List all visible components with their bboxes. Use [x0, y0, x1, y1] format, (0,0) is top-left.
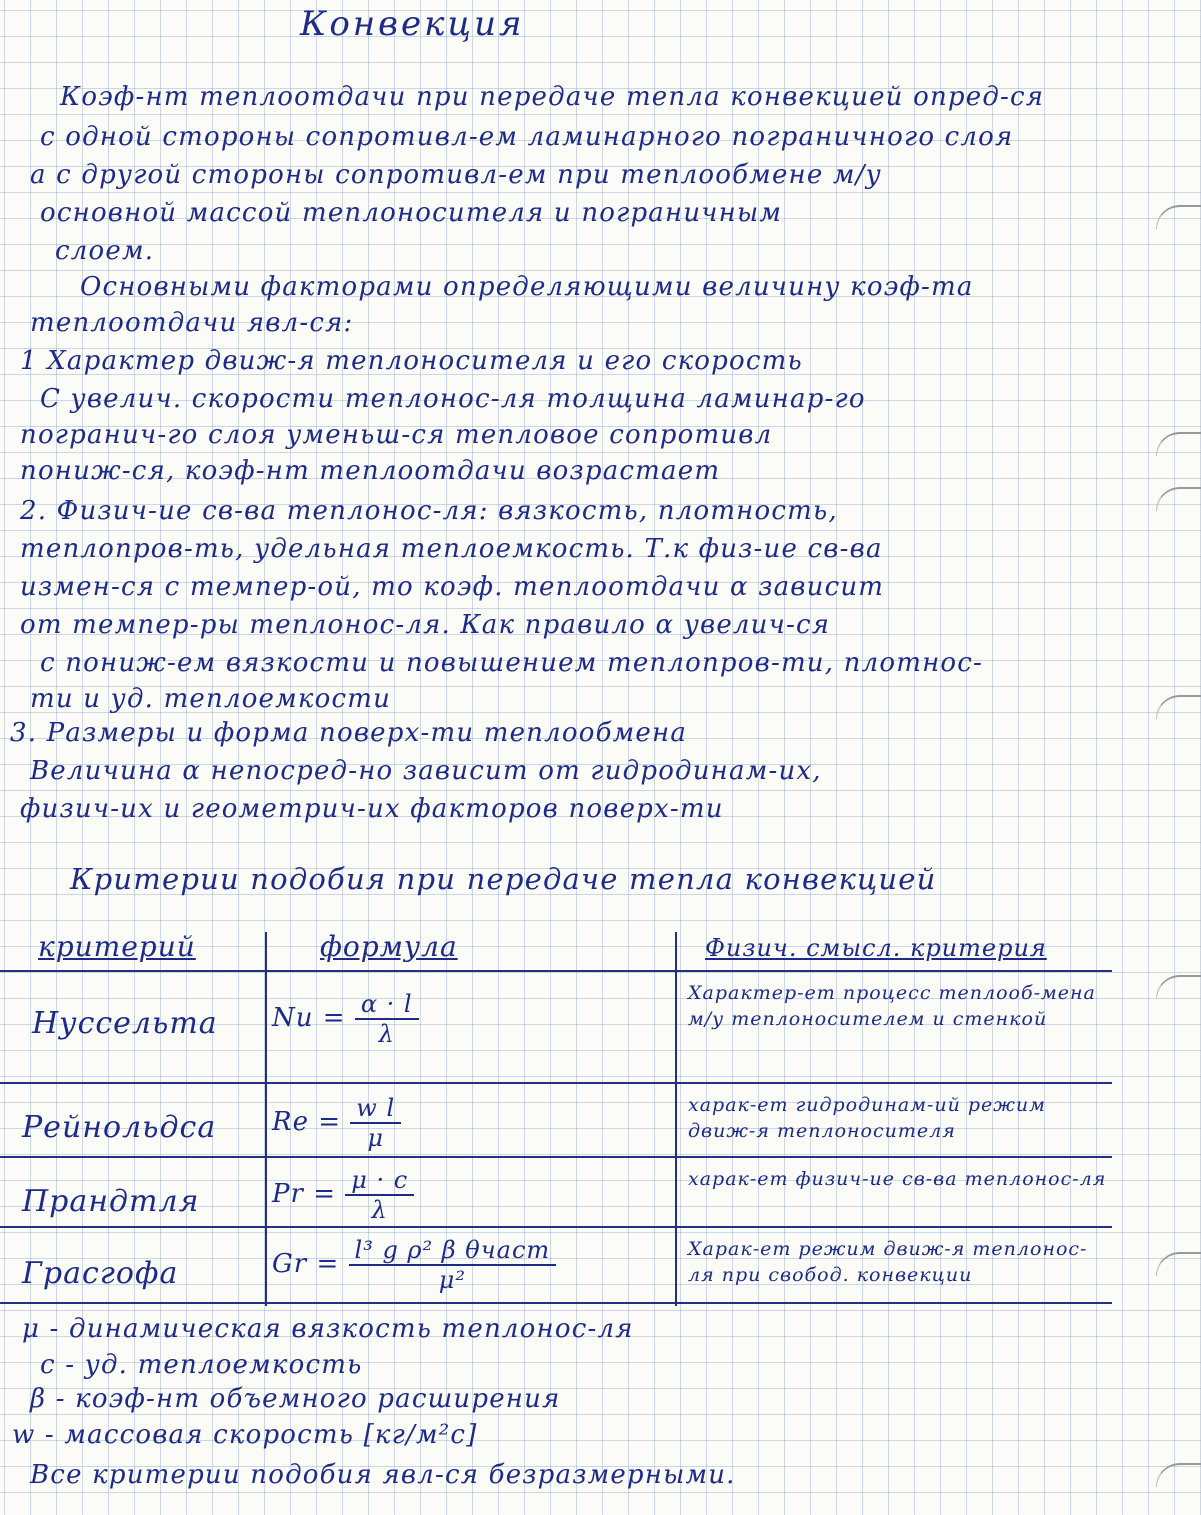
text-line: Величина α непосред-но зависит от гидродинам-их,: [30, 756, 822, 786]
text-line: основной массой теплоносителя и пограничным: [40, 198, 783, 228]
binder-hole: [1156, 432, 1201, 456]
text-line: Коэф-нт теплоотдачи при передаче тепла конвекцией опред-ся: [60, 82, 1045, 112]
criterion-formula: [272, 1236, 556, 1294]
table-divider: [0, 1156, 1112, 1158]
page-title: Конвекция: [300, 4, 525, 44]
table-divider: [0, 1082, 1112, 1084]
binder-hole: [1156, 695, 1201, 719]
formula-denominator: μ²: [438, 1266, 466, 1294]
note-line: c - уд. теплоемкость: [40, 1350, 363, 1380]
text-line: с пониж-ем вязкости и повышением теплопров-ти, плотнос-: [40, 648, 984, 678]
formula-lhs: Gr =: [272, 1249, 340, 1279]
binder-hole: [1156, 205, 1201, 229]
header-formula: формула: [320, 930, 458, 963]
note-line: Все критерии подобия явл-ся безразмерными.: [30, 1460, 736, 1490]
text-line: 1 Характер движ-я теплоносителя и его скорость: [20, 346, 803, 376]
text-line: ти и уд. теплоемкости: [30, 684, 392, 714]
binder-hole: [1156, 487, 1201, 511]
binder-hole: [1156, 1463, 1201, 1487]
formula-numerator: α · l: [355, 990, 419, 1020]
criterion-name: Нуссельта: [32, 1006, 218, 1041]
binder-hole: [1156, 1252, 1201, 1276]
criterion-meaning: Характер-ет процесс теплооб-мена м/у теплоносителем и стенкой: [688, 982, 1096, 1030]
note-line: μ - динамическая вязкость теплонос-ля: [22, 1314, 634, 1344]
criterion-name: Прандтля: [22, 1184, 200, 1219]
text-line: с одной стороны сопротивл-ем ламинарного пограничного слоя: [40, 122, 1014, 152]
table-divider: [0, 1302, 1112, 1304]
formula-lhs: Nu =: [272, 1003, 346, 1033]
criterion-meaning: Харак-ет режим движ-я теплонос-ля при свобод. конвекции: [688, 1238, 1088, 1286]
criterion-name: Грасгофа: [22, 1256, 179, 1291]
text-line: от темпер-ры теплонос-ля. Как правило α увелич-ся: [20, 610, 831, 640]
header-criterion: критерий: [38, 930, 196, 963]
table-divider: [265, 932, 267, 1306]
header-meaning: Физич. смысл. критерия: [705, 934, 1047, 962]
text-line: погранич-го слоя уменьш-ся тепловое сопротивл: [20, 420, 773, 450]
table-divider: [675, 932, 677, 1306]
note-line: w - массовая скорость [кг/м²с]: [12, 1420, 478, 1450]
note-line: β - коэф-нт объемного расширения: [30, 1384, 561, 1414]
formula-lhs: Pr =: [272, 1179, 336, 1209]
criterion-formula: [272, 990, 419, 1048]
text-line: физич-их и геометрич-их факторов поверх-ти: [20, 794, 724, 824]
table-divider: [0, 1226, 1112, 1228]
text-line: слоем.: [55, 236, 155, 266]
text-line: 2. Физич-ие св-ва теплонос-ля: вязкость, плотность,: [20, 496, 838, 526]
formula-denominator: λ: [371, 1196, 388, 1224]
formula-lhs: Re =: [272, 1107, 342, 1137]
criterion-meaning: харак-ет физич-ие св-ва теплонос-ля: [688, 1168, 1107, 1190]
text-line: пониж-ся, коэф-нт теплоотдачи возрастает: [20, 456, 721, 486]
similarity-criteria-table: [0, 922, 1112, 1306]
formula-denominator: μ: [367, 1124, 385, 1152]
criterion-formula: [272, 1094, 401, 1152]
text-line: измен-ся с темпер-ой, то коэф. теплоотдачи α зависит: [20, 572, 885, 602]
formula-numerator: l³ g ρ² β θчаст: [349, 1236, 557, 1266]
binder-hole: [1156, 975, 1201, 999]
criterion-formula: [272, 1166, 414, 1224]
text-line: теплопров-ть, удельная теплоемкость. Т.к физ-ие св-ва: [20, 534, 883, 564]
text-line: С увелич. скорости теплонос-ля толщина ламинар-го: [40, 384, 866, 414]
text-line: теплоотдачи явл-ся:: [30, 308, 354, 338]
text-line: а с другой стороны сопротивл-ем при теплообмене м/у: [30, 160, 882, 190]
formula-numerator: w l: [350, 1094, 401, 1124]
text-line: 3. Размеры и форма поверх-ти теплообмена: [10, 718, 688, 748]
criterion-name: Рейнольдса: [22, 1110, 217, 1145]
formula-numerator: μ · c: [345, 1166, 414, 1196]
table-title: Критерии подобия при передаче тепла конвекцией: [70, 862, 937, 896]
text-line: Основными факторами определяющими величину коэф-та: [80, 272, 974, 302]
table-divider: [0, 970, 1112, 972]
criterion-meaning: харак-ет гидродинам-ий режим движ-я теплоносителя: [688, 1094, 1046, 1142]
formula-denominator: λ: [378, 1020, 395, 1048]
